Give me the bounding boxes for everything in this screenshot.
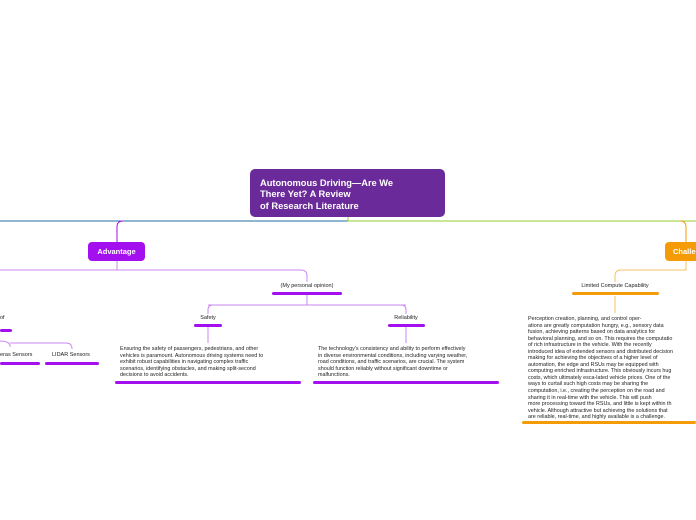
advantage-topic[interactable]: Advantage (88, 242, 145, 261)
reliability-line: The technology's consistency and ability to perform effectively (318, 346, 466, 352)
compute-line: making for achieving the objectives of a higher level of (528, 355, 658, 362)
opinion-children-line (208, 305, 406, 314)
safety-description (120, 346, 305, 379)
compute-line: sharing it in real-time with the vehicle. This will push (528, 394, 652, 401)
root-left-branch-line (0, 217, 348, 221)
safety-line: exhibit robust capabilities in navigating complex traffic (120, 359, 249, 366)
root-to-advantage-line (117, 221, 123, 242)
reliability-line: malfunctions. (318, 372, 350, 379)
safety-line: decisions to avoid accidents. (120, 372, 189, 379)
reliability-line: should function reliably without significant downtime or (318, 365, 448, 372)
lidar-sensors-underline (45, 362, 99, 365)
root-right-branch-line (348, 217, 696, 221)
partial-subtopic-label[interactable]: of (0, 315, 5, 321)
root-title-line-1: Autonomous Driving—Are We (260, 178, 394, 188)
compute-line: costs, which ultimately esca-lated vehicle prices. One of the (528, 374, 671, 381)
camera-sensors-label[interactable]: eras Sensors (0, 352, 33, 358)
compute-line: Perception creation, planning, and control oper- (528, 316, 642, 322)
root-title-line-3: of Research Literature (260, 200, 359, 211)
compute-line: ations are greatly computation hungry, e.g., sensory data (528, 322, 664, 329)
opinion-topic[interactable]: (My personal opinion) (280, 283, 334, 289)
compute-line: are reliable, real-time, and highly available is a challenge. (528, 414, 665, 421)
challenges-topic[interactable]: Challe (665, 242, 696, 261)
limited-compute-description-underline (522, 421, 696, 424)
compute-line: ways to curtail such high costs may be sharing the (528, 381, 649, 388)
limited-compute-underline (572, 292, 659, 295)
safety-line: Ensuring the safety of passengers, pedestrians, and other (120, 346, 259, 352)
safety-line: scenarios, identifying obstacles, and making split-second (120, 365, 256, 372)
root-to-challenges-line (680, 221, 686, 242)
reliability-line: in diverse environmental conditions, including varying weather, (318, 352, 468, 359)
lidar-sensors-label[interactable]: LIDAR Sensors (52, 352, 90, 358)
compute-line: computing enriched infrastructure. This obviously incurs hug (528, 368, 672, 375)
partial-subtopic-underline (0, 329, 12, 332)
compute-line: introduced idea of extended sensors and distributed decision (528, 348, 674, 355)
root-title-line-2: There Yet? A Review (260, 189, 351, 200)
compute-line: more processing toward the RSUs, and little is kept within th (528, 401, 672, 408)
safety-topic[interactable]: Safety (200, 315, 216, 321)
limited-compute-description (528, 316, 696, 421)
reliability-topic[interactable]: Reliability (394, 315, 418, 321)
compute-line: automation, the edge and RSUs may be equipped with (528, 361, 659, 368)
sensor-branch-line (0, 341, 72, 349)
safety-line: vehicles is paramount. Autonomous driving systems need to (120, 352, 264, 359)
safety-description-underline (115, 381, 301, 384)
compute-line: of rich infrastructure in the vehicle. With the recently (528, 342, 652, 349)
challenges-stem-line (615, 261, 686, 282)
compute-line: behavioral planning, and so on. This requires the computatio (528, 335, 673, 342)
advantage-to-opinion-line (117, 270, 307, 282)
safety-underline (194, 324, 222, 327)
camera-sensors-underline (0, 362, 40, 365)
opinion-underline (272, 292, 342, 295)
root-topic[interactable] (250, 169, 445, 217)
compute-line: computation, i.e., creating the perception on the road and (528, 388, 665, 395)
reliability-description-underline (313, 381, 499, 384)
limited-compute-topic[interactable]: Limited Compute Capability (581, 283, 649, 289)
reliability-description (318, 346, 503, 379)
compute-line: vehicle. Although attractive but achieving the solutions that (528, 407, 668, 414)
reliability-underline (388, 324, 425, 327)
compute-line: fusion, achieving patterns based on data analytics for (528, 329, 656, 336)
reliability-line: road conditions, and traffic scenarios, are crucial. The system (318, 359, 465, 366)
